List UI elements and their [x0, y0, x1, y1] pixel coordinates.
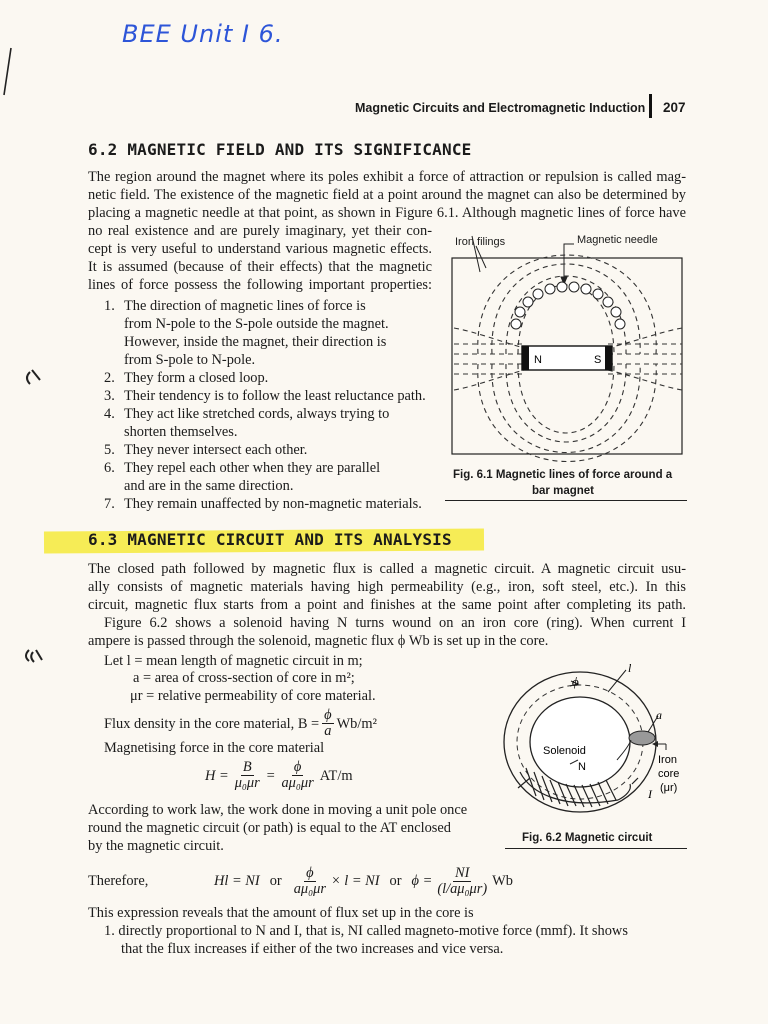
list-item — [104, 441, 434, 459]
para-line: lines of force possess the following important properties: — [88, 277, 432, 293]
eq-phi-form — [292, 866, 380, 897]
para-line: by the magnetic circuit. — [88, 838, 224, 854]
page-number: 207 — [663, 100, 686, 115]
list-number: 5. — [104, 442, 115, 458]
fraction-denominator: μ₀μr — [234, 775, 260, 791]
list-item — [104, 369, 434, 387]
h-equation — [205, 760, 353, 791]
section-heading-6-3: 6.3 MAGNETIC CIRCUIT AND ITS ANALYSIS — [88, 530, 452, 549]
para-line: placing a magnetic needle at that point, as shown in Figure 6.1. Although magnetic lines of force have — [88, 205, 686, 221]
iron-filings-label: Iron filings — [455, 236, 506, 248]
section-6-3-paragraph-2 — [88, 614, 686, 650]
running-title: Magnetic Circuits and Electromagnetic Induction — [355, 101, 646, 115]
list-item — [104, 387, 434, 405]
list-text: and are in the same direction. — [124, 478, 294, 494]
list-number: 2. — [104, 370, 115, 386]
list-number: 1. — [104, 298, 115, 314]
eq-unit: Wb — [492, 873, 513, 889]
section-6-2-paragraph-narrow — [88, 222, 432, 294]
flux-density-unit: Wb/m² — [336, 715, 377, 732]
list-text: They repel each other when they are parallel — [124, 460, 381, 476]
para-line: The region around the magnet where its poles exhibit a force of attraction or repulsion is called mag- — [88, 169, 686, 185]
para-line: netic field. The existence of the magnetic field at a point around the magnet can also be determined by — [88, 187, 686, 203]
para-line: circuit, magnetic flux starts from a point and finishes at the same point after completing its path. — [88, 597, 686, 613]
list-item — [104, 459, 434, 495]
list-text: Their tendency is to follow the least reluctance path. — [124, 388, 426, 404]
magnetic-needle-label: Magnetic needle — [577, 234, 658, 246]
fraction-numerator: ϕ — [306, 864, 314, 881]
list-number: 3. — [104, 388, 115, 404]
reveal-line: This expression reveals that the amount of flux set up in the core is — [88, 905, 474, 921]
n-label: N — [578, 761, 586, 773]
core-label: core — [658, 768, 680, 780]
header-rule — [649, 94, 652, 118]
or-text: or — [389, 873, 402, 889]
list-text: shorten themselves. — [124, 424, 238, 440]
iron-label: Iron — [658, 754, 677, 766]
eq-phi-lhs: ϕ = — [411, 873, 433, 889]
list-text: However, inside the magnet, their direction is — [124, 334, 387, 350]
therefore-text: Therefore, — [88, 873, 149, 889]
a-label: a — [656, 708, 662, 722]
magnetising-force-text: Magnetising force in the core material — [104, 740, 325, 756]
list-text: They act like stretched cords, always trying to — [124, 406, 390, 422]
fraction-numerator: ϕ — [324, 707, 332, 723]
figure-6-2-caption: Fig. 6.2 Magnetic circuit — [522, 832, 653, 844]
flux-point-1 — [104, 922, 628, 958]
equals-sign: = — [265, 767, 276, 784]
bar-magnet-figure — [446, 232, 688, 462]
mmf-equation-row — [214, 856, 513, 906]
handwritten-note: BEE Unit I 6. — [122, 20, 284, 48]
solenoid-label: Solenoid — [543, 745, 586, 757]
section-6-2-paragraph — [88, 168, 686, 222]
fraction-denominator: aμ₀μr — [281, 775, 314, 791]
eq-rest: × l = NI — [330, 873, 380, 889]
para-line: It is assumed (because of their effects) that the magnetic — [88, 259, 432, 275]
list-text: from S-pole to N-pole. — [124, 352, 256, 368]
caption-rule — [445, 500, 687, 501]
para-line: cept is very useful to understand various magnetic effects. — [88, 241, 432, 257]
para-line: The closed path followed by magnetic flux is called a magnetic circuit. A magnetic circuit usu- — [88, 561, 686, 577]
fraction-numerator: ϕ — [293, 759, 302, 775]
or-text: or — [269, 873, 282, 889]
list-text: They remain unaffected by non-magnetic materials. — [124, 496, 422, 512]
list-item — [104, 405, 434, 441]
figure-6-1-caption: Fig. 6.1 Magnetic lines of force around a — [453, 469, 673, 481]
para-line: Figure 6.2 shows a solenoid having N turns wound on an iron core (ring). When current I — [104, 615, 686, 631]
area-line: a = area of cross-section of core in m²; — [133, 670, 355, 686]
fraction-numerator: B — [242, 759, 252, 775]
list-number: 7. — [104, 496, 115, 512]
pole-n-label: N — [534, 354, 542, 366]
mur-label: (μr) — [660, 782, 678, 794]
flux-density-equation — [104, 708, 377, 739]
caption-rule — [505, 848, 687, 849]
l-label: l — [628, 661, 632, 675]
section-6-3-paragraph — [88, 560, 686, 614]
magnetic-circuit-figure — [500, 660, 690, 820]
fraction-denominator: aμ₀μr — [293, 880, 326, 897]
list-text: from N-pole to the S-pole outside the magnet. — [124, 316, 389, 332]
para-line: ally consists of magnetic materials having high permeability (e.g., iron, soft steel, etc.). In this — [88, 579, 686, 595]
h-lhs: H = — [205, 767, 229, 784]
section-heading-6-2: 6.2 MAGNETIC FIELD AND ITS SIGNIFICANCE — [88, 140, 472, 159]
i-label: I — [648, 787, 652, 801]
list-item — [104, 495, 434, 513]
para-line: no real existence and are purely imaginary, yet their con- — [88, 223, 432, 239]
para-line: round the magnetic circuit (or path) is equal to the AT enclosed — [88, 820, 451, 836]
para-line: ampere is passed through the solenoid, magnetic flux ϕ Wb is set up in the core. — [88, 633, 549, 649]
pole-s-label: S — [594, 354, 602, 366]
para-line: 1. directly proportional to N and I, that is, NI called magneto-motive force (mmf). It shows — [104, 923, 628, 939]
eq-hl-ni: Hl = NI — [214, 873, 260, 889]
h-unit: AT/m — [319, 767, 353, 784]
flux-density-text: Flux density in the core material, B = — [104, 715, 320, 732]
fraction-denominator: (l/aμ₀μr) — [437, 880, 488, 897]
figure-6-1-caption-line2: bar magnet — [532, 485, 594, 497]
eq-flux-form — [412, 866, 513, 897]
list-text: The direction of magnetic lines of force is — [124, 298, 366, 314]
list-item — [104, 297, 434, 369]
list-text: They form a closed loop. — [124, 370, 269, 386]
mu-line: μr = relative permeability of core material. — [130, 688, 376, 704]
list-number: 4. — [104, 406, 115, 422]
list-number: 6. — [104, 460, 115, 476]
fraction-numerator: NI — [455, 864, 470, 881]
list-text: They never intersect each other. — [124, 442, 308, 458]
para-line: According to work law, the work done in moving a unit pole once — [88, 802, 468, 818]
let-line: Let l = mean length of magnetic circuit in m; — [104, 653, 363, 669]
work-law-paragraph — [88, 801, 467, 855]
para-line: that the flux increases if either of the two increases and vice versa. — [121, 941, 504, 957]
phi-label: ϕ — [572, 674, 579, 689]
fraction-denominator: a — [324, 723, 332, 739]
properties-list — [104, 297, 434, 513]
